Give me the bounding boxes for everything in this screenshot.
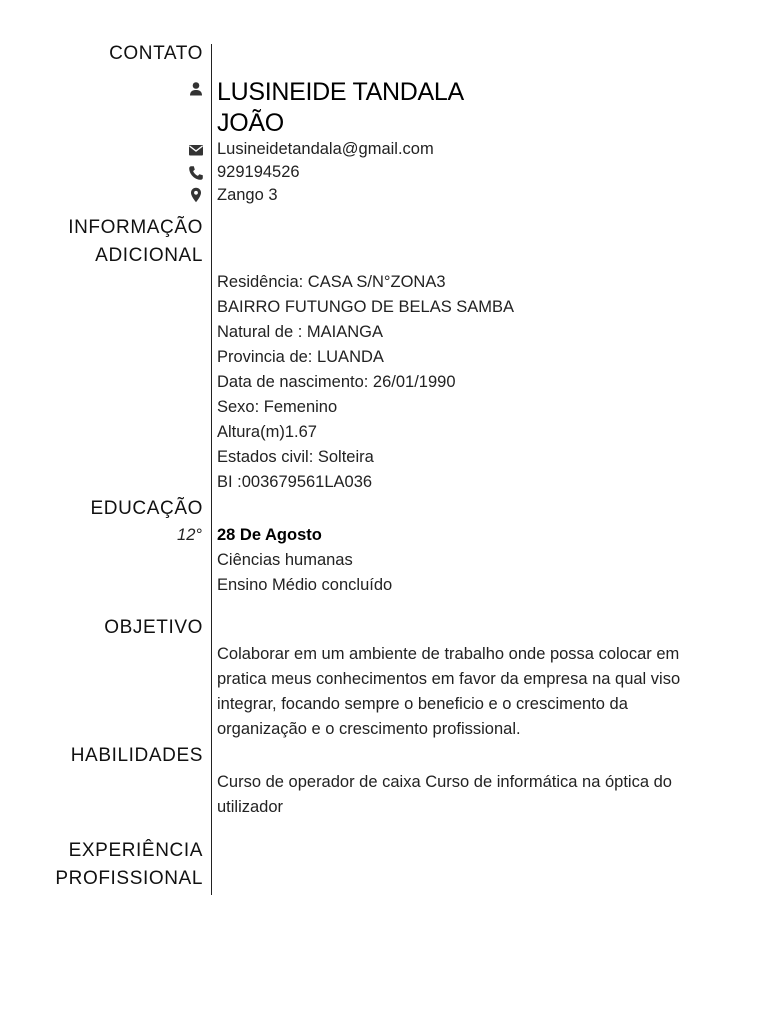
additional-info-list [217,270,514,495]
section-divider-line [211,44,212,895]
section-heading-experiencia-line2: PROFISSIONAL [55,868,203,889]
info-item: Natural de : MAIANGA [217,323,383,341]
section-heading-educacao: EDUCAÇÃO [90,498,203,519]
objective-line: organização e o crescimento profissional. [217,720,521,738]
phone-icon [188,165,204,181]
email-text: Lusineidetandala@gmail.com [217,140,434,158]
objective-paragraph [217,642,737,742]
section-heading-objetivo: OBJETIVO [104,617,203,638]
objective-line: integrar, focando sempre o beneficio e o crescimento da [217,695,628,713]
location-pin-icon [188,187,204,203]
candidate-name [217,77,464,139]
candidate-name-line2: JOÃO [217,109,284,137]
education-field: Ciências humanas [217,551,353,569]
info-item: Provincia de: LUANDA [217,348,384,366]
skills-paragraph [217,770,737,820]
info-item: Estados civil: Solteira [217,448,374,466]
info-item: Sexo: Femenino [217,398,338,416]
section-heading-informacao [68,214,203,270]
section-heading-habilidades: HABILIDADES [70,745,203,766]
section-heading-informacao-line1: INFORMAÇÃO [68,217,203,238]
info-item: Data de nascimento: 26/01/1990 [217,373,456,391]
skills-line: utilizador [217,798,284,816]
info-item: Residência: CASA S/N°ZONA3 [217,273,446,291]
section-heading-contato: CONTATO [109,43,203,64]
education-entry [217,523,392,598]
education-title: 28 De Agosto [217,526,322,544]
address-text: Zango 3 [217,186,278,204]
candidate-name-line1: LUSINEIDE TANDALA [217,78,464,106]
info-item: BAIRRO FUTUNGO DE BELAS SAMBA [217,298,515,316]
user-icon [188,81,204,97]
objective-line: Colaborar em um ambiente de trabalho onde possa colocar em [217,645,680,663]
section-heading-experiencia [55,837,203,893]
objective-line: pratica meus conhecimentos em favor da empresa na qual viso [217,670,681,688]
education-level: 12° [177,526,202,544]
info-item: BI :003679561LA036 [217,473,373,491]
section-heading-experiencia-line1: EXPERIÊNCIA [68,840,203,861]
section-heading-informacao-line2: ADICIONAL [95,245,203,266]
phone-text: 929194526 [217,163,300,181]
skills-line: Curso de operador de caixa Curso de informática na óptica do [217,773,672,791]
info-item: Altura(m)1.67 [217,423,317,441]
envelope-icon [188,142,204,158]
education-status: Ensino Médio concluído [217,576,393,594]
